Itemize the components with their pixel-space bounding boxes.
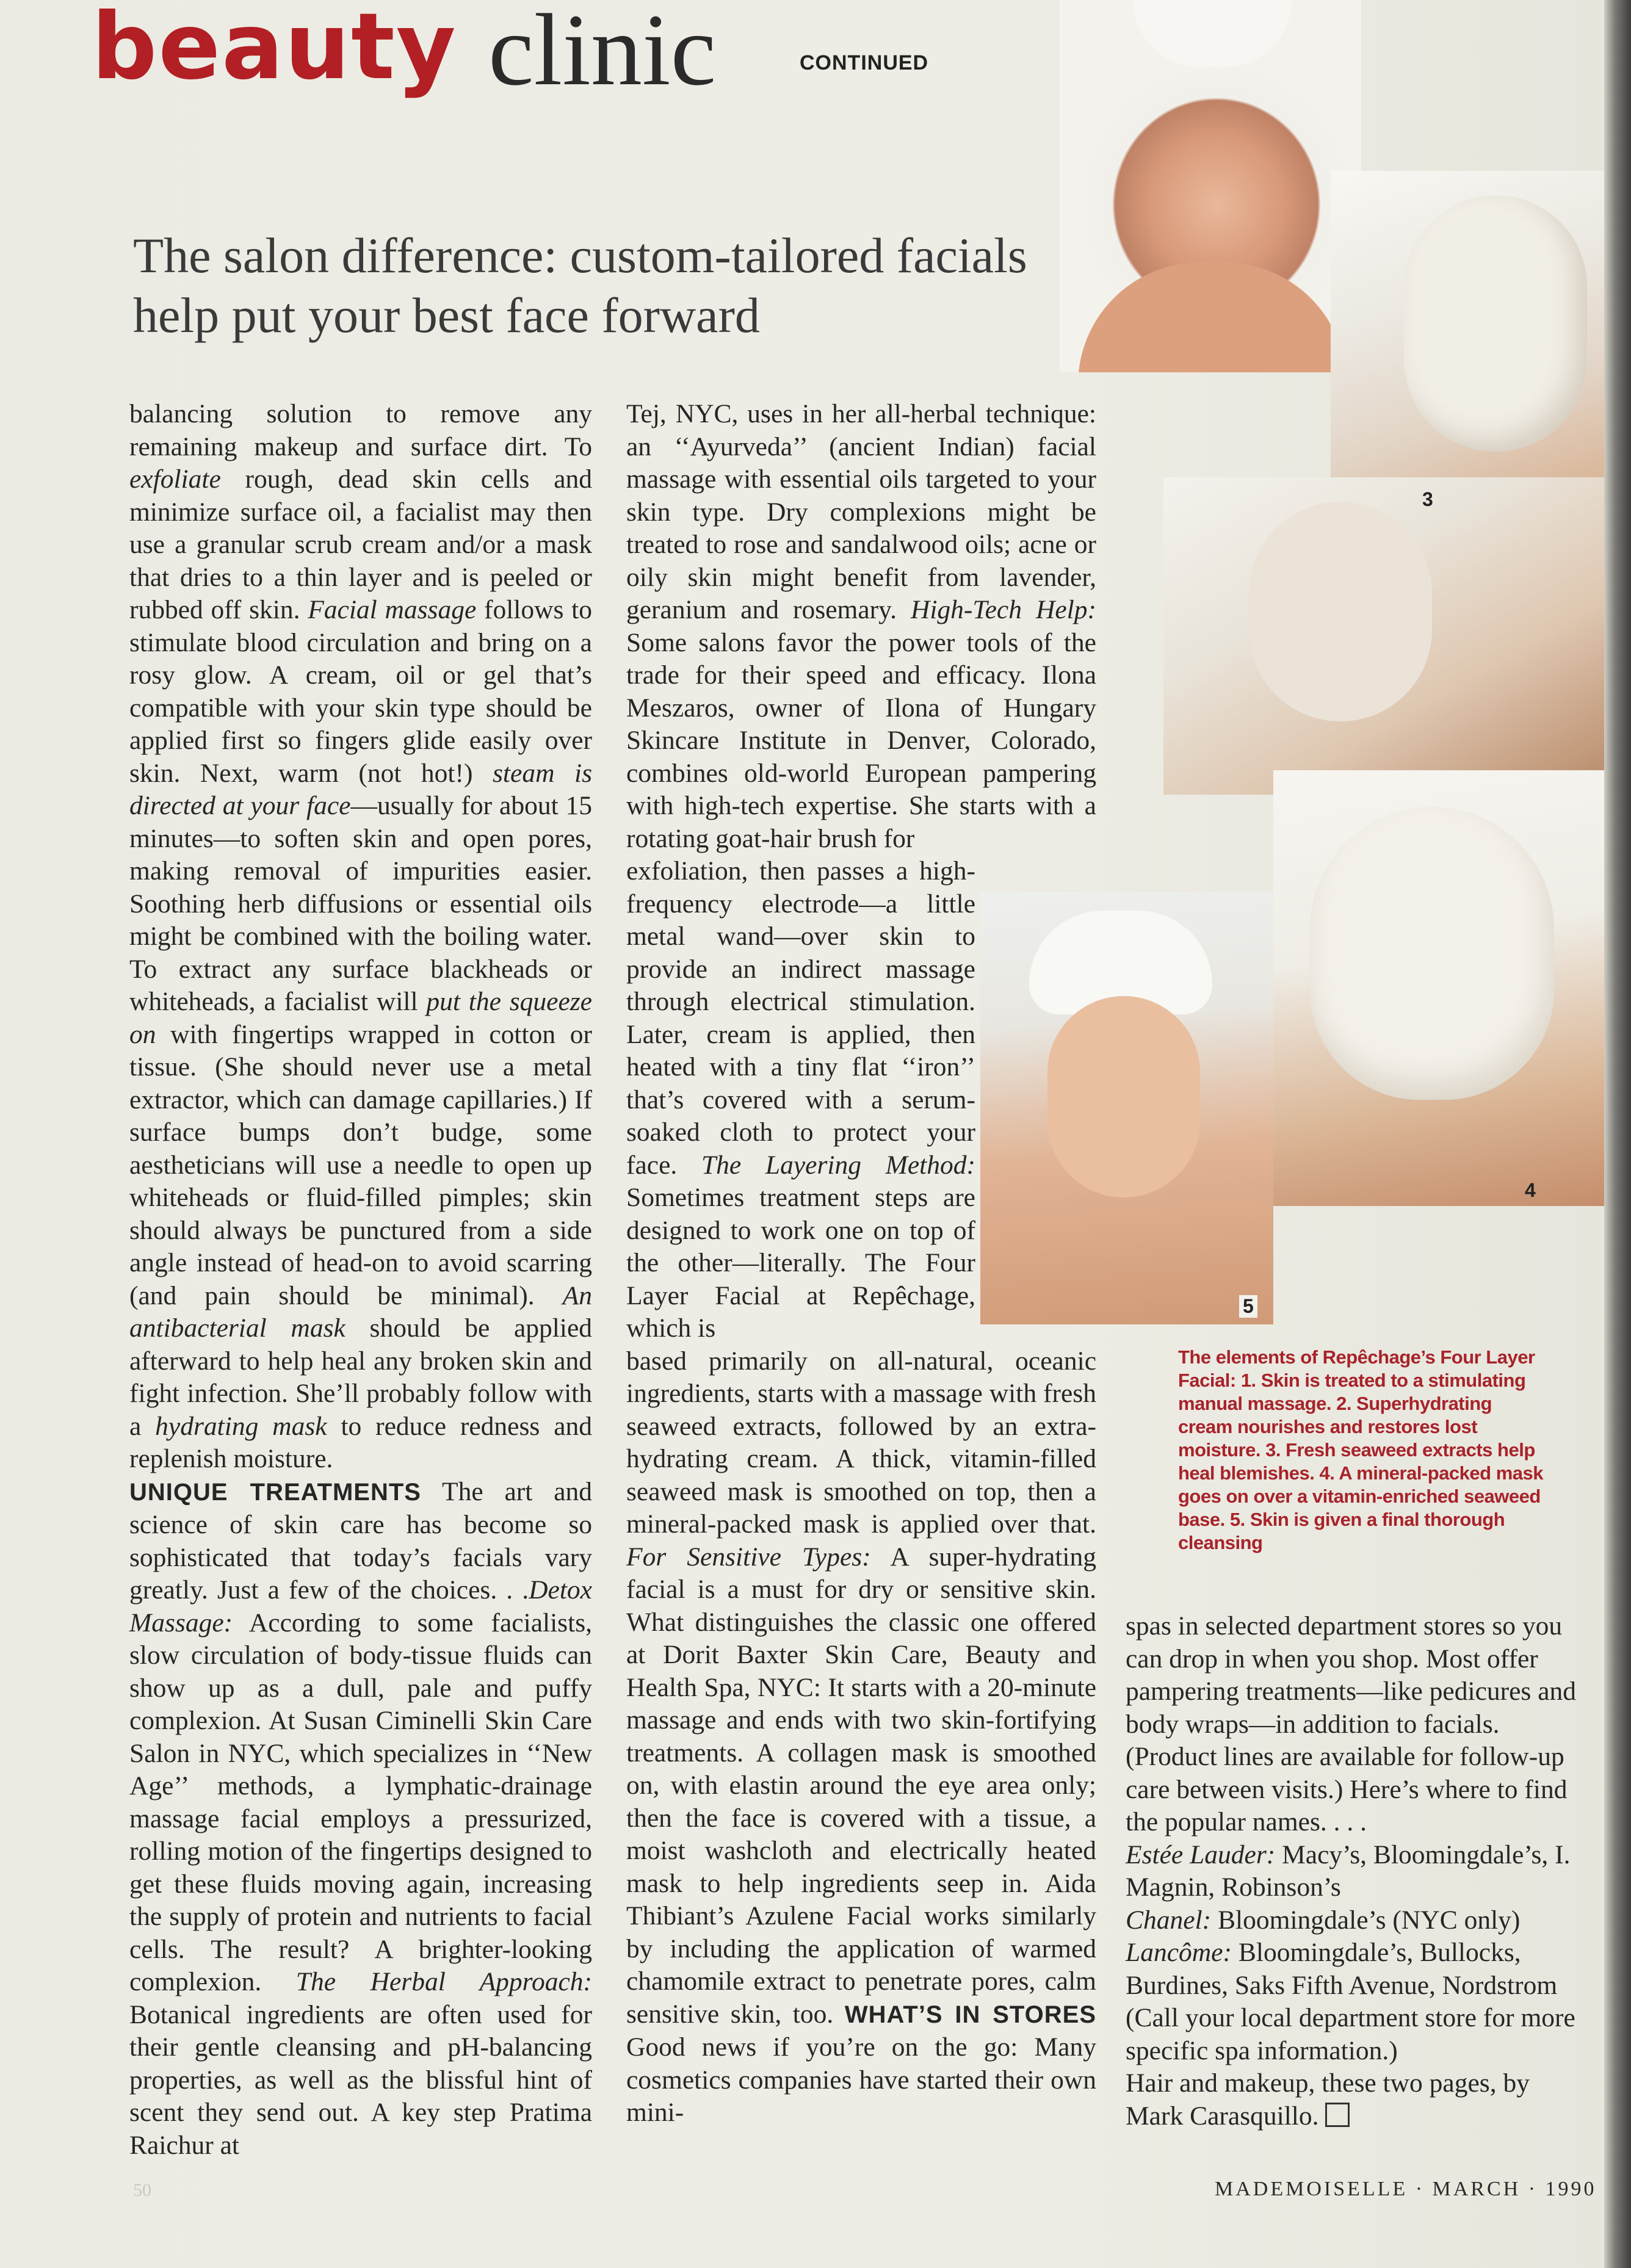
paragraph — [129, 398, 592, 1476]
paragraph — [626, 398, 1096, 855]
photo-facial-cream-2 — [1331, 171, 1604, 483]
end-mark-icon — [1325, 2103, 1350, 2127]
text: to reduce redness and replenish moisture. — [129, 1411, 593, 1473]
photo-face — [1404, 195, 1587, 452]
article-column-2 — [626, 398, 1096, 2129]
text: with fingertips wrapped in cotton or tissue. (She should never use a metal extractor, which can damage capillaries.) If surface bumps don’t budge, some aestheticians will use a needle to open up whiteheads or fluid-filled pimples; skin should always be punctured from a side angle instead of head-on to avoid scarring (and pain should be minimal). — [129, 1019, 592, 1310]
text: exfoliation, then passes a high-frequency electrode—a little metal wand—over skin to provide an indirect massage through electrical stimulation. Later, cream is applied, then heated with a tiny flat ‘‘iron’’ that’s covered with a serum-soaked cloth to protect your face. — [626, 856, 975, 1180]
photo-shoulders — [1078, 262, 1347, 372]
paragraph-narrow — [626, 855, 975, 1345]
photo-mineral-mask-4 — [1273, 770, 1604, 1206]
paragraph — [129, 1476, 592, 2162]
text: Good news if you’re on the go: Many cosmetics companies have started their own mini- — [626, 2032, 1096, 2127]
paragraph — [1126, 1839, 1589, 1904]
paragraph — [1126, 1937, 1589, 2067]
section-kicker-clinic: clinic — [488, 0, 717, 107]
text: Some salons favor the power tools of the trade for their speed and efficacy. Ilona Meszaros, owner of Ilona of Hungary Skincare Institute in Denver, Colorado, combines old-world European pampering with high-tech expertise. She starts with a rotating goat-hair brush for — [626, 627, 1096, 853]
italic-text: Lancôme: — [1126, 1938, 1232, 1967]
paragraph — [1126, 2067, 1589, 2133]
text: balancing solution to remove any remaining makeup and surface dirt. To — [129, 399, 592, 461]
text: The art and science of skin care has become so sophisticated that today’s facials vary greatly. Just a few of the choices. . . — [129, 1476, 592, 1605]
photo-face — [1249, 502, 1432, 721]
magazine-footer: MADEMOISELLE · MARCH · 1990 — [1215, 2178, 1597, 2200]
paragraph: spas in selected department stores so you can drop in when you shop. Most offer pampering treatments—like pedicures and body wraps—in addition to facials. (Product lines are available for follow-up care between visits.) Here’s where to find the popular names. . . . — [1126, 1611, 1577, 1836]
page-number: 50 — [133, 2180, 151, 2200]
photo-towel — [1133, 0, 1292, 67]
section-kicker-beauty: beauty — [92, 0, 457, 100]
paragraph — [1126, 1904, 1589, 1937]
headline-line-2: help put your best face forward — [133, 287, 760, 343]
text: based primarily on all-natural, oceanic ingredients, starts with a massage with fresh seaweed extracts, followed by an extra-hydrating cream. A thick, vitamin-filled seaweed mask is smoothed on top, then a mineral-packed mask is applied over that. — [626, 1346, 1096, 1539]
photo-number-4: 4 — [1525, 1179, 1536, 1201]
photo-facial-massage-1 — [1060, 0, 1361, 372]
italic-text: Detox Massage: — [129, 1575, 592, 1638]
subhead-whats-in-stores: WHAT’S IN STORES — [844, 2001, 1096, 2028]
photo-seaweed-extract-3 — [1163, 477, 1604, 795]
article-headline — [133, 226, 1061, 345]
text: follows to stimulate blood circulation and bring on a rosy glow. A cream, oil or gel that’s compatible with your skin type should be applied first so fingers glide easily over skin. Next, warm (not hot!) — [129, 595, 592, 788]
text: —usually for about 15 minutes—to soften skin and open pores, making removal of impurities easier. Soothing herb diffusions or essential oils might be combined with the boiling water. To extract any surface blackheads or whiteheads, a facialist will — [129, 791, 592, 1016]
italic-text: Facial massage — [308, 595, 477, 624]
italic-text: An antibacterial mask — [129, 1280, 592, 1343]
continued-label: CONTINUED — [800, 51, 929, 74]
page-gutter — [1604, 0, 1631, 2268]
italic-text: High-Tech Help: — [910, 595, 1096, 624]
text: Hair and makeup, these two pages, by Mark Carasquillo. — [1126, 2068, 1530, 2131]
paragraph — [626, 1345, 1096, 2129]
article-column-3 — [1126, 1610, 1589, 2133]
italic-text: Estée Lauder: — [1126, 1840, 1276, 1869]
italic-text: hydrating mask — [155, 1411, 327, 1441]
italic-text: steam is directed at your face — [129, 758, 592, 820]
italic-text: The Herbal Approach: — [295, 1967, 592, 1996]
text: Tej, NYC, uses in her all-herbal technique: an ‘‘Ayurveda’’ (ancient Indian) facial massage with essential oils targeted to your skin type. Dry complexions might be treated to rose and sandalwood oils; acne or oily skin might benefit from lavender, geranium and rosemary. — [626, 399, 1096, 624]
text: should be applied afterward to help heal any broken skin and fight infection. She’ll probably follow with a — [129, 1313, 593, 1441]
article-column-1 — [129, 398, 592, 2162]
italic-text: exfoliate — [129, 464, 221, 494]
italic-text: put the squeeze on — [129, 987, 592, 1049]
text: Bloomingdale’s (NYC only) — [1211, 1905, 1521, 1935]
text: Bloomingdale’s, Bullocks, Burdines, Saks Fifth Avenue, Nordstrom (Call your local department store for more specific spa information.) — [1126, 1938, 1575, 2065]
headline-line-1: The salon difference: custom-tailored facials — [133, 228, 1027, 283]
text: Botanical ingredients are often used for their gentle cleansing and pH-balancing properties, as well as the blissful hint of scent they send out. A key step Pratima Raichur at — [129, 1999, 592, 2160]
photo-number-3: 3 — [1422, 488, 1433, 510]
photo-face-mask — [1310, 807, 1554, 1100]
photo-number-5: 5 — [1239, 1295, 1257, 1318]
text: Macy’s, Bloomingdale’s, I. Magnin, Robinson’s — [1126, 1840, 1571, 1902]
text: Sometimes treatment steps are designed to work one on top of the other—literally. The Four Layer Facial at Repêchage, which is — [626, 1183, 975, 1343]
italic-text: For Sensitive Types: — [626, 1542, 871, 1572]
text: According to some facialists, slow circulation of body-tissue fluids can show up as a dull, pale and puffy complexion. At Susan Ciminelli Skin Care Salon in NYC, which specializes in ‘‘New Age’’ methods, a lymphatic-drainage massage facial employs a pressurized, rolling motion of the fingertips designed to get these fluids moving again, increasing the supply of protein and nutrients to facial cells. The result? A brighter-looking complexion. — [129, 1608, 592, 1996]
italic-text: Chanel: — [1126, 1905, 1212, 1935]
italic-text: The Layering Method: — [701, 1150, 975, 1180]
text: A super-hydrating facial is a must for dry or sensitive skin. What distinguishes the classic one offered at Dorit Baxter Skin Care, Beauty and Health Spa, NYC: It starts with a 20-minute massage and ends with two skin-fortifying treatments. A collagen mask is smoothed on, with elastin around the eye area only; then the face is covered with a tissue, a moist washcloth and electrically heated mask to help ingredients seep in. Aida Thibiant’s Azulene Facial works similarly by including the application of warmed chamomile extract to penetrate pores, calm sensitive skin, too. — [626, 1542, 1096, 2029]
subhead-unique-treatments: UNIQUE TREATMENTS — [129, 1478, 421, 1506]
photo-caption: The elements of Repêchage’s Four Layer Facial: 1. Skin is treated to a stimulating manual massage. 2. Superhydrating cream nourishes and restores lost moisture. 3. Fresh seaweed extracts help heal blemishes. 4. A mineral-packed mask goes on over a vitamin-enriched seaweed base. 5. Skin is given a final thorough cleansing — [1178, 1346, 1543, 1553]
text: rough, dead skin cells and minimize surface oil, a facialist may then use a granular scrub cream and/or a mask that dries to a thin layer and is peeled or rubbed off skin. — [129, 464, 592, 624]
